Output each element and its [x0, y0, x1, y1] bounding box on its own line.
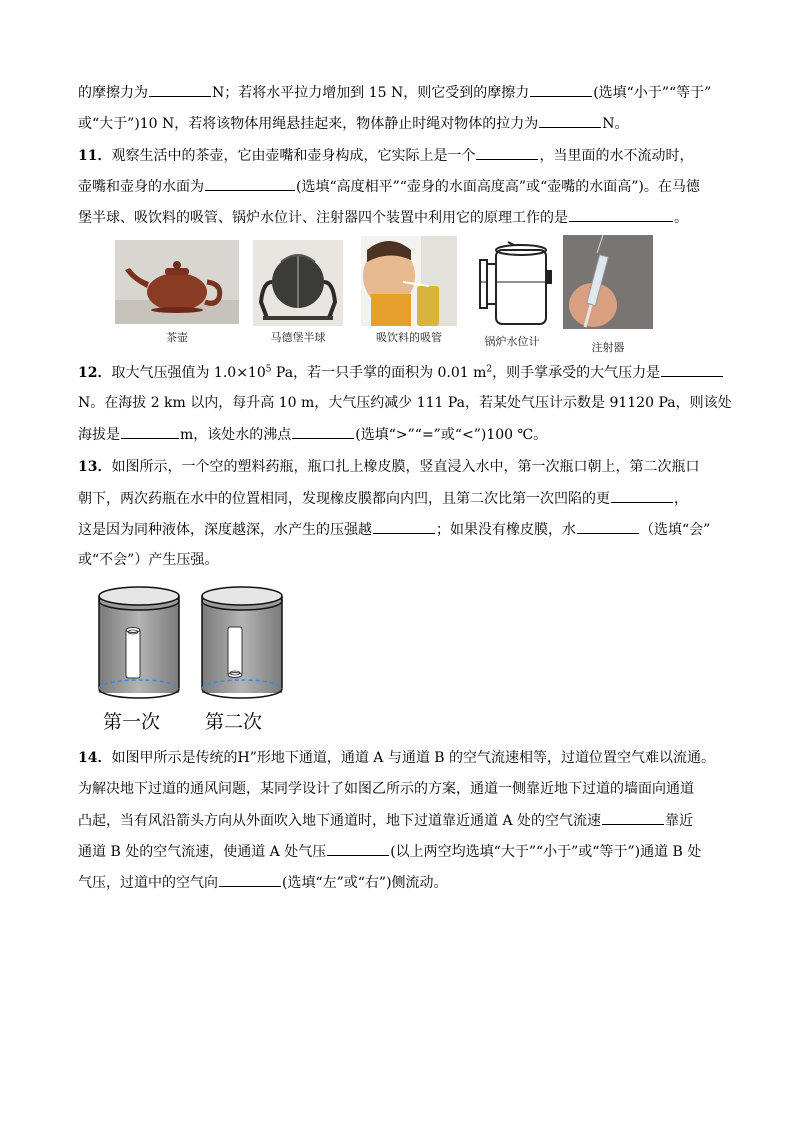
q13-text: 这是因为同种液体，深度越深，水产生的压强越 — [78, 522, 372, 538]
q11-line-3 — [78, 207, 688, 228]
question-number: 12． — [78, 365, 112, 381]
q14-text: 为解决地下过道的通风问题，某同学设计了如图乙所示的方案，通道一侧靠近地下过道的墙面向通道 — [78, 781, 694, 797]
q11-line-1 — [78, 145, 693, 166]
q10-text: N。 — [602, 116, 629, 132]
q13-line-2 — [78, 488, 688, 509]
answer-blank[interactable] — [327, 841, 389, 856]
q14-line-1 — [78, 748, 715, 768]
boiler-gauge-image — [468, 236, 556, 330]
q12-text: (选填“>”“=”或“<”)100 ℃。 — [355, 427, 548, 443]
q10-text: 的摩擦力为 — [78, 85, 148, 101]
answer-blank[interactable] — [219, 872, 281, 887]
answer-blank[interactable] — [373, 519, 435, 534]
q14-text: 靠近 — [665, 813, 694, 829]
teapot-image — [115, 240, 239, 324]
answer-blank[interactable] — [292, 424, 354, 439]
q12-text: Pa，若一只手掌的面积为 0.01 m — [271, 365, 487, 381]
exponent: 5 — [265, 364, 272, 375]
answer-blank[interactable] — [577, 519, 639, 534]
answer-blank[interactable] — [611, 488, 673, 503]
magdeburg-hemispheres-image — [253, 240, 343, 326]
q12-text: m，该处水的沸点 — [180, 427, 292, 443]
exponent: 2 — [486, 364, 493, 375]
boiler-caption: 锅炉水位计 — [484, 335, 540, 348]
syringe-image — [563, 235, 653, 329]
q14-text: 凸起，当有风沿箭头方向从外面吹入地下通道时，地下过道靠近通道 A 处的空气流速 — [78, 813, 602, 829]
beaker-first — [99, 587, 179, 698]
q14-line-3 — [78, 810, 693, 831]
q11-text: 。 — [674, 210, 688, 226]
q10-line-1 — [78, 82, 711, 103]
beaker-second — [202, 587, 282, 698]
q13-text: 朝下，两次药瓶在水中的位置相同，发现橡皮膜都向内凹，且第二次比第一次凹陷的更 — [78, 491, 610, 507]
q11-text: ，当里面的水不流动时， — [539, 148, 694, 164]
q14-text: 气压，过道中的空气向 — [78, 875, 218, 891]
q14-text: 如图甲所示是传统的H”形地下通道，通道 A 与通道 B 的空气流速相等，过道位置空气难以流通。 — [111, 750, 716, 766]
q10-text: 或“大于”)10 N，若将该物体用绳悬挂起来，物体静止时绳对物体的拉力为 — [78, 116, 539, 132]
q14-line-4 — [78, 841, 701, 862]
q11-text: (选填“高度相平”“壶身的水面高度高”或“壶嘴的水面高”)。在马德 — [296, 179, 700, 195]
q12-text: N。在海拔 2 km 以内，每升高 10 m，大气压约减少 111 Pa，若某处气压计示数是 91120 Pa，则该处 — [78, 395, 732, 411]
answer-blank[interactable] — [476, 145, 538, 160]
q11-text: 堡半球、吸饮料的吸管、锅炉水位计、注射器四个装置中利用它的原理工作的是 — [78, 210, 568, 226]
q10-text: (选填“小于”“等于” — [593, 85, 712, 101]
q14-text: (选填“左”或“右”)侧流动。 — [282, 875, 448, 891]
q14-text: 通道 B 处的空气流速，使通道 A 处气压 — [78, 844, 327, 860]
first-time-caption: 第一次 — [103, 711, 161, 733]
answer-blank[interactable] — [602, 810, 664, 825]
q13-line-4 — [78, 550, 218, 570]
question-number: 14． — [78, 750, 112, 766]
q12-line-3 — [78, 424, 547, 445]
question-number: 13． — [78, 459, 112, 475]
magdeburg-caption: 马德堡半球 — [270, 331, 326, 344]
q14-line-5 — [78, 872, 448, 893]
q11-text: 观察生活中的茶壶，它由壶嘴和壶身构成，它实际上是一个 — [111, 148, 476, 164]
q13-text: ， — [674, 491, 688, 507]
q12-line-1 — [78, 362, 724, 383]
q12-text: 取大气压强值为 1.0×10 — [111, 365, 266, 381]
q13-text: 如图所示，一个空的塑料药瓶，瓶口扎上橡皮膜，竖直浸入水中，第一次瓶口朝上，第二次瓶口 — [111, 459, 700, 475]
q12-line-2 — [78, 393, 732, 413]
drinking-straw-image — [361, 236, 457, 326]
straw-caption: 吸饮料的吸管 — [376, 331, 442, 344]
answer-blank[interactable] — [661, 362, 723, 377]
answer-blank[interactable] — [539, 113, 601, 128]
q13-text: ；如果没有橡皮膜，水 — [436, 522, 576, 538]
teapot-caption: 茶壶 — [166, 331, 188, 344]
q10-line-2 — [78, 113, 629, 134]
q13-line-1 — [78, 457, 699, 477]
q14-text: (以上两空均选填“大于”“小于”或“等于”)通道 B 处 — [390, 844, 702, 860]
beaker-figure — [94, 585, 290, 705]
q11-text: 壶嘴和壶身的水面为 — [78, 179, 204, 195]
q10-text: N；若将水平拉力增加到 15 N，则它受到的摩擦力 — [212, 85, 530, 101]
question-number: 11． — [78, 148, 112, 164]
answer-blank[interactable] — [569, 207, 673, 222]
answer-blank[interactable] — [205, 176, 295, 191]
answer-blank[interactable] — [530, 82, 592, 97]
q14-line-2 — [78, 779, 694, 799]
q11-line-2 — [78, 176, 700, 197]
q13-text: （选填“会” — [640, 522, 711, 538]
q12-text: ，则手掌承受的大气压力是 — [492, 365, 661, 381]
syringe-caption: 注射器 — [591, 341, 625, 354]
answer-blank[interactable] — [121, 424, 179, 439]
q12-text: 海拔是 — [78, 427, 120, 443]
q13-line-3 — [78, 519, 710, 540]
q13-text: 或“不会”）产生压强。 — [78, 552, 219, 568]
second-time-caption: 第二次 — [205, 711, 263, 733]
answer-blank[interactable] — [149, 82, 211, 97]
